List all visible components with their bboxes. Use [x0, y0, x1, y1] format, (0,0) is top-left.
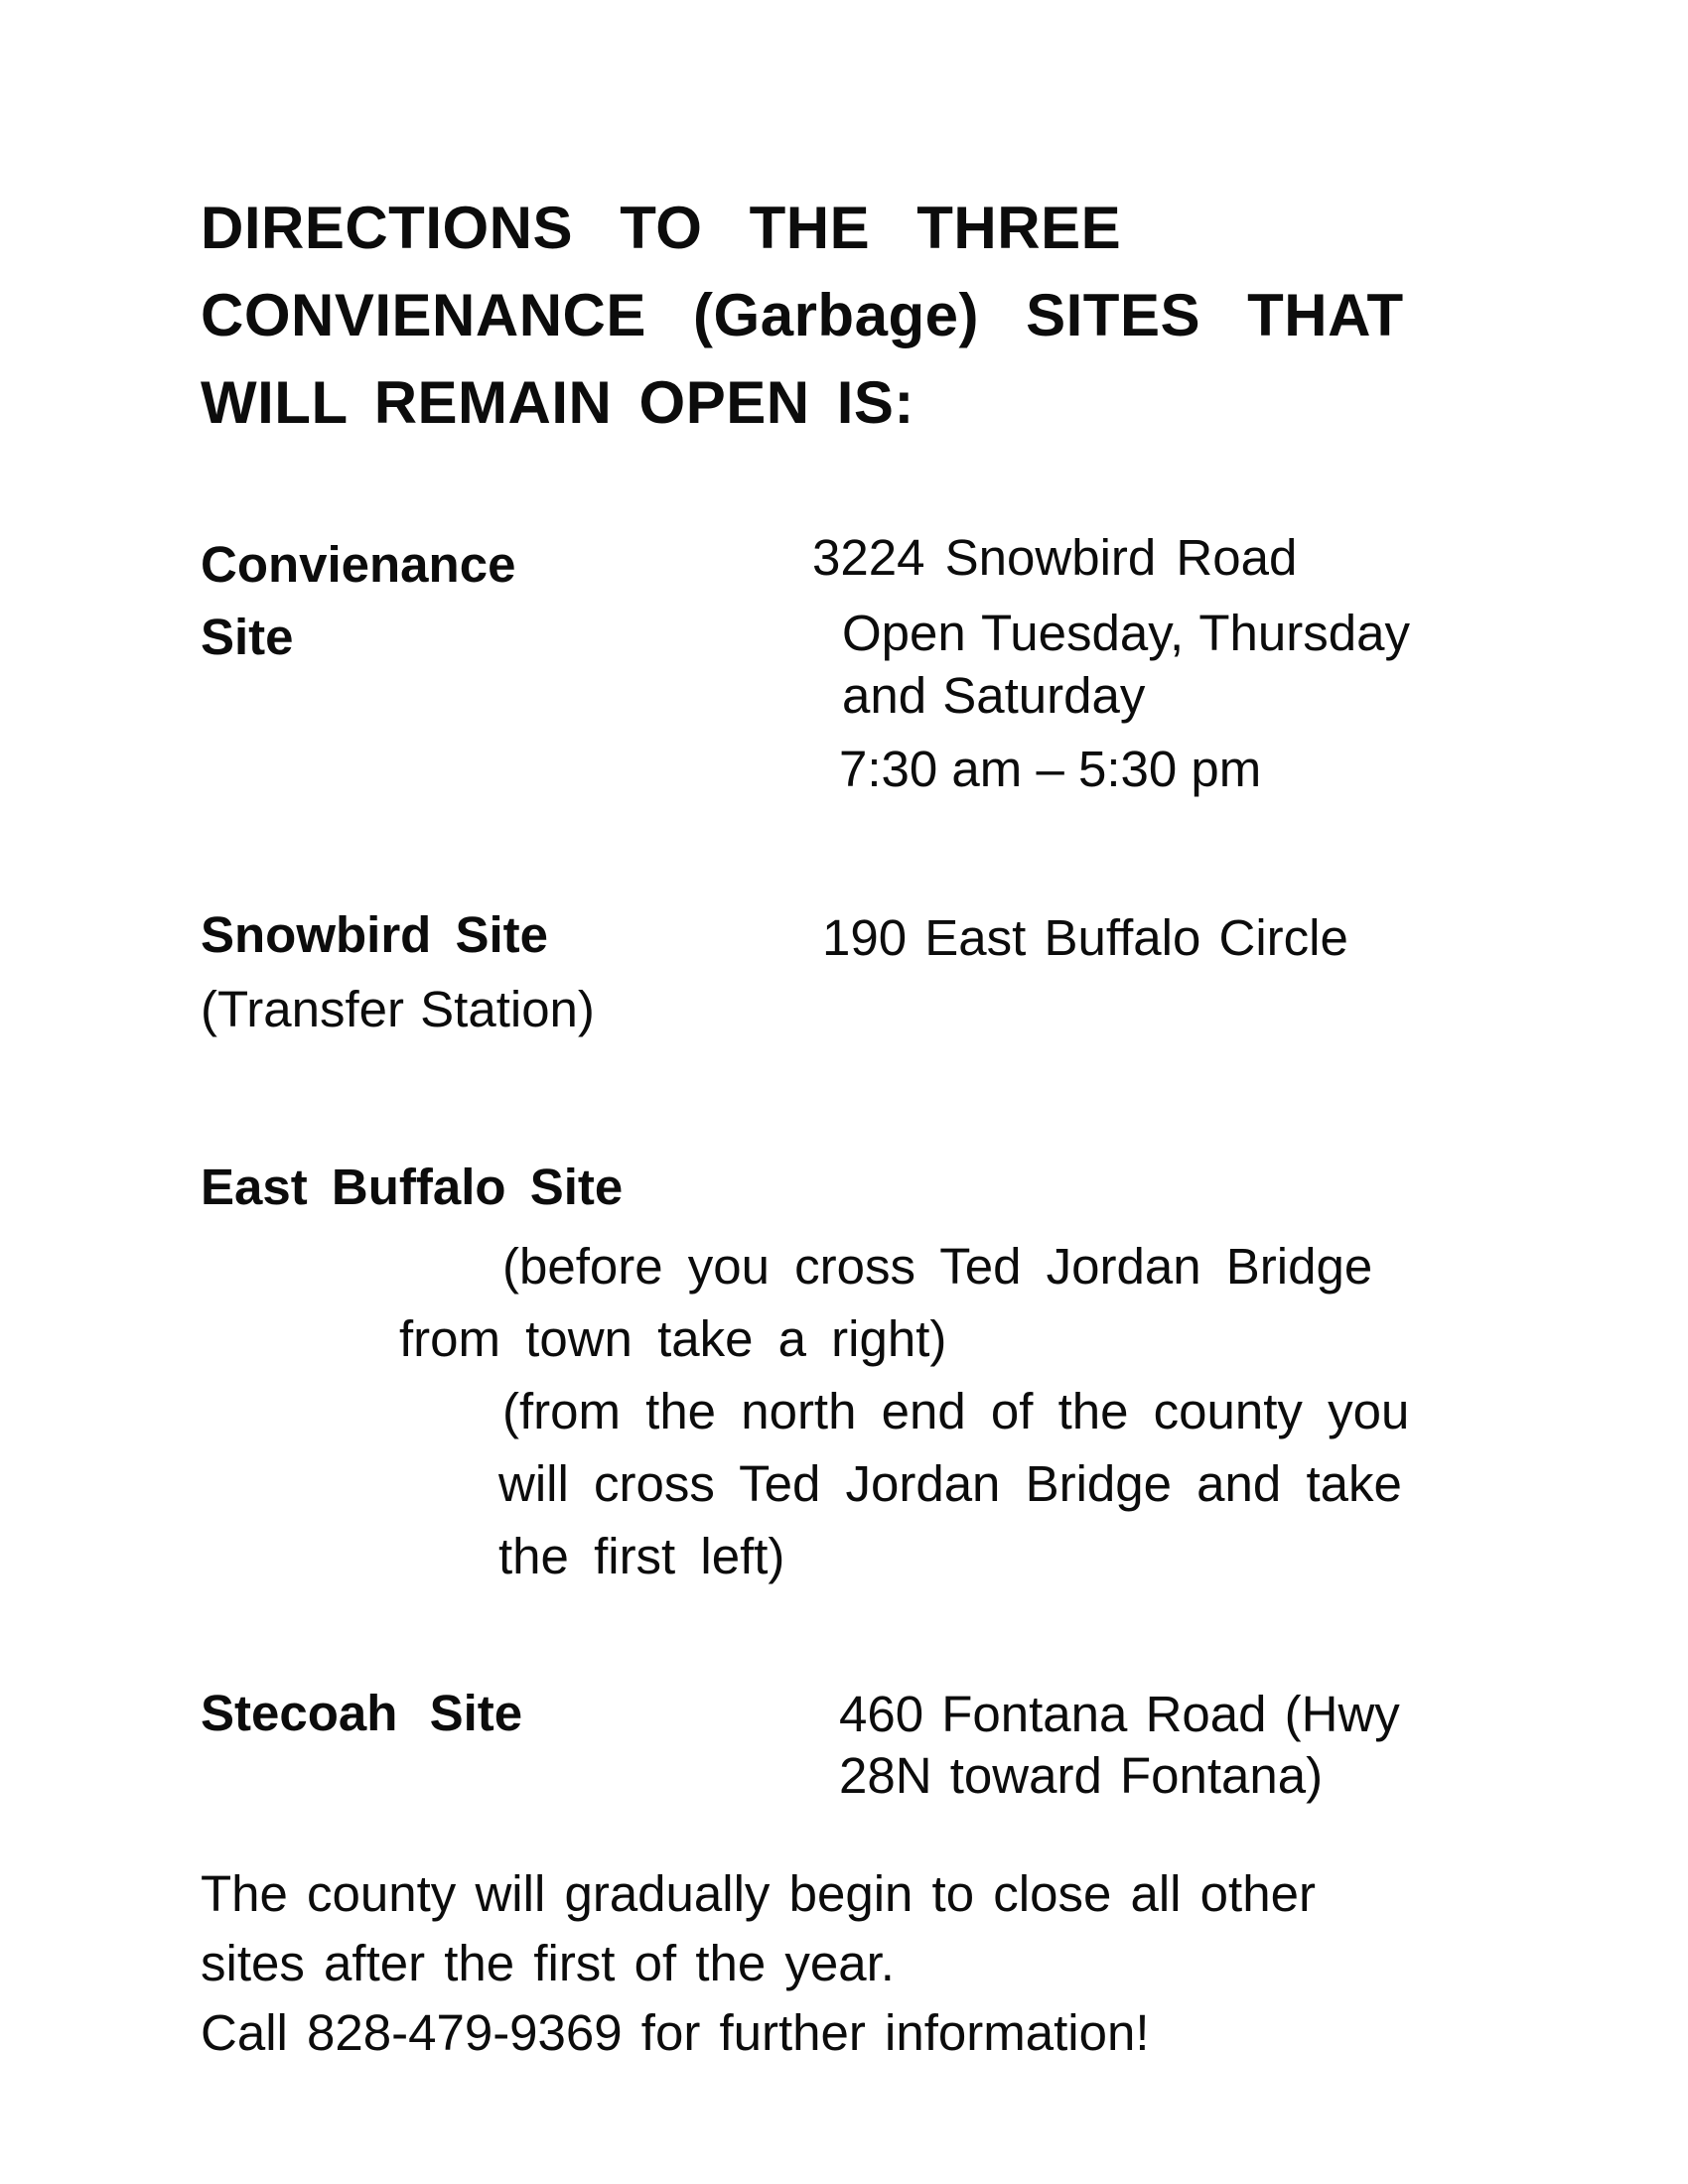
site-name-convienance: [201, 528, 515, 673]
site-subtitle-snowbird: (Transfer Station): [201, 981, 595, 1037]
closure-notice-line: The county will gradually begin to close all other: [201, 1865, 1316, 1922]
site-schedule-line: and Saturday: [842, 667, 1146, 724]
page-title-line-3: WILL REMAIN OPEN IS:: [201, 369, 914, 436]
site-name-line: Site: [201, 609, 294, 665]
site-name-line: Convienance: [201, 536, 516, 593]
site-name-snowbird: Snowbird Site: [201, 906, 549, 963]
site-directions-line: (before you cross Ted Jordan Bridge: [502, 1238, 1373, 1295]
site-hours-convienance: 7:30 am – 5:30 pm: [839, 741, 1262, 797]
site-schedule-convienance: [842, 602, 1410, 727]
site-name-stecoah: Stecoah Site: [201, 1685, 523, 1741]
site-directions-line: will cross Ted Jordan Bridge and take: [498, 1455, 1402, 1512]
site-directions-east-buffalo: [201, 1230, 1409, 1592]
site-name-east-buffalo: East Buffalo Site: [201, 1159, 624, 1215]
site-directions-line: from town take a right): [399, 1310, 947, 1367]
site-section-snowbird: [201, 897, 595, 1046]
site-address-line: 28N toward Fontana): [839, 1747, 1324, 1804]
page-title-line-1: DIRECTIONS TO THE THREE: [201, 195, 1122, 261]
closure-notice: [201, 1859, 1316, 2068]
page-title: [201, 185, 1404, 447]
site-directions-line: the first left): [498, 1528, 785, 1584]
contact-phone-line: Call 828-479-9369 for further information!: [201, 2004, 1150, 2061]
site-directions-line: (from the north end of the county you: [502, 1383, 1410, 1439]
closure-notice-line: sites after the first of the year.: [201, 1935, 895, 1991]
site-address-snowbird: 190 East Buffalo Circle: [822, 909, 1348, 966]
page-title-line-2: CONVIENANCE (Garbage) SITES THAT: [201, 282, 1404, 348]
site-address-convienance: 3224 Snowbird Road: [812, 529, 1298, 586]
site-address-line: 460 Fontana Road (Hwy: [839, 1686, 1400, 1742]
site-schedule-line: Open Tuesday, Thursday: [842, 605, 1410, 661]
site-address-stecoah: [839, 1684, 1400, 1807]
